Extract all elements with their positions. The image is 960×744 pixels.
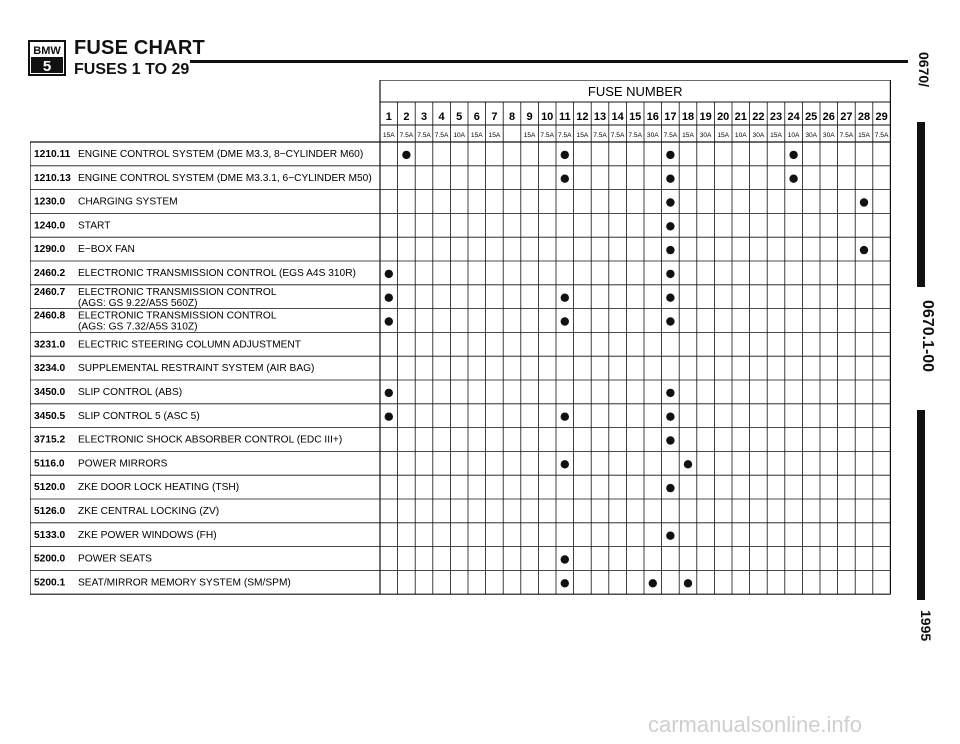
row-description: (AGS: GS 7.32/A5S 310Z) (78, 321, 198, 333)
fuse-number-24: 24 (787, 111, 800, 123)
fuse-dot-17 (666, 198, 674, 206)
row-description: ELECTRIC STEERING COLUMN ADJUSTMENT (78, 339, 302, 351)
fuse-dot-1 (385, 413, 393, 421)
fuse-dot-1 (385, 389, 393, 397)
row-description: ZKE POWER WINDOWS (FH) (78, 529, 217, 541)
fuse-number-header: FUSE NUMBER (587, 84, 683, 99)
fuse-rating-5: 10A (453, 132, 466, 139)
row-code: 5116.0 (34, 458, 65, 470)
row-description: SUPPLEMENTAL RESTRAINT SYSTEM (AIR BAG) (78, 363, 315, 375)
fuse-dot-24 (789, 175, 797, 183)
fuse-number-15: 15 (629, 111, 642, 123)
fuse-dot-11 (561, 579, 569, 587)
row-description: SEAT/MIRROR MEMORY SYSTEM (SM/SPM) (78, 577, 291, 589)
fuse-number-21: 21 (734, 111, 747, 123)
fuse-number-2: 2 (403, 111, 410, 123)
fuse-dot-11 (561, 460, 569, 468)
fuse-dot-17 (666, 317, 674, 325)
fuse-number-5: 5 (456, 111, 463, 123)
fuse-number-26: 26 (822, 111, 835, 123)
fuse-number-19: 19 (699, 111, 712, 123)
side-bar-top (917, 122, 925, 287)
row-code: 3234.0 (34, 363, 66, 375)
fuse-dot-18 (684, 579, 692, 587)
fuse-rating-22: 30A (752, 132, 765, 139)
row-code: 5133.0 (34, 529, 66, 541)
fuse-dot-17 (666, 151, 674, 159)
row-code: 1210.11 (34, 149, 71, 160)
fuse-number-23: 23 (769, 111, 783, 123)
row-code: 1290.0 (34, 244, 66, 256)
row-code: 2460.7 (34, 286, 66, 298)
row-description: START (78, 220, 111, 232)
fuse-dot-28 (860, 198, 868, 206)
fuse-number-12: 12 (576, 111, 589, 123)
fuse-number-13: 13 (593, 111, 607, 123)
fuse-number-29: 29 (875, 111, 888, 123)
fuse-number-27: 27 (840, 111, 853, 123)
row-description: ELECTRONIC TRANSMISSION CONTROL (78, 310, 277, 322)
row-description: E−BOX FAN (78, 244, 135, 256)
fuse-rating-15: 7.5A (628, 132, 642, 139)
fuse-number-22: 22 (752, 111, 765, 123)
fuse-number-28: 28 (857, 111, 871, 123)
row-code: 3715.2 (34, 434, 66, 446)
fuse-rating-29: 7.5A (874, 132, 889, 139)
row-description: ELECTRONIC TRANSMISSION CONTROL (78, 286, 277, 298)
fuse-number-1: 1 (385, 111, 392, 123)
logo-brand: BMW (33, 45, 61, 57)
page-subtitle: FUSES 1 TO 29 (74, 61, 190, 78)
fuse-rating-14: 7.5A (610, 132, 625, 139)
fuse-number-8: 8 (508, 111, 516, 123)
row-code: 2460.8 (34, 310, 66, 322)
side-year: 1995 (918, 610, 934, 642)
fuse-dot-17 (666, 175, 674, 183)
fuse-number-6: 6 (473, 111, 480, 123)
fuse-number-4: 4 (438, 111, 445, 123)
fuse-rating-9: 15A (523, 132, 536, 139)
fuse-rating-24: 10A (787, 132, 800, 139)
row-code: 2460.2 (34, 268, 66, 279)
fuse-dot-1 (385, 317, 393, 325)
fuse-dot-17 (666, 294, 674, 302)
fuse-rating-1: 15A (382, 132, 395, 139)
row-code: 5126.0 (34, 506, 66, 517)
row-description: ENGINE CONTROL SYSTEM (DME M3.3.1, 6−CYLINDER M50) (78, 172, 372, 184)
fuse-number-7: 7 (491, 111, 498, 123)
fuse-number-11: 11 (558, 111, 571, 123)
fuse-rating-26: 30A (822, 132, 835, 139)
fuse-number-14: 14 (611, 111, 624, 123)
header-rule (190, 60, 908, 63)
row-code: 5200.0 (34, 553, 66, 565)
fuse-rating-4: 7.5A (434, 132, 449, 139)
fuse-number-17: 17 (664, 111, 677, 123)
watermark: carmanualsonline.info (648, 712, 863, 737)
side-bar-bottom (917, 410, 925, 600)
row-description: POWER SEATS (78, 553, 152, 565)
row-description: (AGS: GS 9.22/A5S 560Z) (78, 297, 198, 309)
row-code: 1240.0 (34, 220, 66, 232)
fuse-rating-3: 7.5A (417, 132, 431, 139)
fuse-number-25: 25 (805, 111, 818, 123)
row-description: ELECTRONIC TRANSMISSION CONTROL (EGS A4S 310R) (78, 268, 356, 279)
row-code: 3450.5 (34, 410, 66, 422)
fuse-rating-17: 7.5A (663, 132, 678, 139)
row-description: ELECTRONIC SHOCK ABSORBER CONTROL (EDC III+) (78, 434, 343, 446)
row-description: ZKE DOOR LOCK HEATING (TSH) (78, 482, 240, 494)
logo-series: 5 (42, 58, 52, 75)
fuse-dot-17 (666, 436, 674, 444)
fuse-rating-28: 15A (858, 132, 870, 139)
fuse-rating-16: 30A (646, 132, 659, 139)
fuse-dot-11 (561, 151, 569, 159)
fuse-rating-20: 15A (717, 132, 730, 139)
fuse-rating-2: 7.5A (399, 132, 414, 139)
row-code: 5200.1 (34, 577, 66, 589)
row-code: 3231.0 (34, 339, 66, 351)
fuse-dot-28 (860, 246, 868, 254)
fuse-rating-13: 7.5A (593, 132, 607, 139)
fuse-rating-6: 15A (470, 132, 483, 139)
fuse-dot-11 (561, 294, 569, 302)
fuse-dot-16 (649, 579, 657, 587)
fuse-number-9: 9 (526, 111, 533, 123)
fuse-rating-7: 15A (488, 132, 501, 139)
fuse-rating-21: 10A (734, 132, 747, 139)
fuse-chart-table (30, 80, 898, 610)
row-description: SLIP CONTROL 5 (ASC 5) (78, 410, 200, 422)
fuse-dot-1 (385, 270, 393, 278)
row-code: 5120.0 (34, 482, 66, 494)
fuse-dot-17 (666, 389, 674, 397)
fuse-dot-17 (666, 484, 674, 492)
fuse-rating-25: 30A (805, 132, 818, 139)
row-description: POWER MIRRORS (78, 458, 168, 470)
fuse-dot-11 (561, 555, 569, 563)
fuse-dot-11 (561, 317, 569, 325)
fuse-dot-17 (666, 222, 674, 230)
row-code: 1210.13 (34, 172, 71, 184)
fuse-number-3: 3 (420, 111, 428, 123)
fuse-number-20: 20 (717, 111, 730, 123)
fuse-dot-17 (666, 270, 674, 278)
row-description: ZKE CENTRAL LOCKING (ZV) (78, 506, 220, 517)
fuse-number-10: 10 (541, 111, 554, 123)
fuse-rating-11: 7.5A (558, 132, 572, 139)
fuse-rating-12: 15A (576, 132, 589, 139)
row-description: CHARGING SYSTEM (78, 196, 178, 208)
fuse-dot-11 (561, 175, 569, 183)
fuse-dot-17 (666, 413, 674, 421)
fuse-dot-17 (666, 532, 674, 540)
fuse-number-18: 18 (681, 111, 695, 123)
row-description: ENGINE CONTROL SYSTEM (DME M3.3, 8−CYLINDER M60) (78, 149, 364, 160)
fuse-dot-2 (402, 151, 410, 159)
fuse-rating-10: 7.5A (540, 132, 554, 139)
side-top-code: 0670/ (916, 52, 932, 88)
row-code: 3450.0 (34, 387, 66, 398)
fuse-dot-17 (666, 246, 674, 254)
fuse-dot-24 (789, 151, 797, 159)
row-code: 1230.0 (34, 196, 66, 208)
fuse-rating-19: 30A (699, 132, 712, 139)
bmw-5-logo (28, 40, 66, 76)
page-title: FUSE CHART (74, 37, 205, 59)
fuse-number-16: 16 (646, 111, 659, 123)
side-section-code: 0670.1-00 (919, 300, 936, 373)
fuse-rating-27: 7.5A (839, 132, 854, 139)
fuse-rating-18: 15A (682, 132, 694, 139)
fuse-rating-23: 15A (770, 132, 782, 139)
fuse-dot-1 (385, 294, 393, 302)
row-description: SLIP CONTROL (ABS) (78, 387, 183, 398)
fuse-dot-11 (561, 413, 569, 421)
fuse-dot-18 (684, 460, 692, 468)
